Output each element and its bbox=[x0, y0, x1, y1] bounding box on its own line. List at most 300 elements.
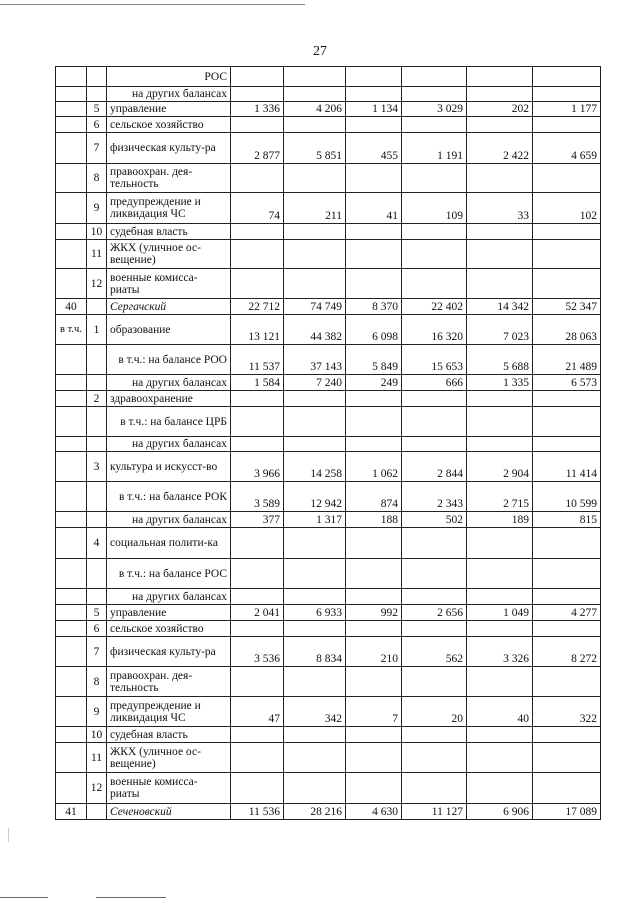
table-row bbox=[56, 804, 601, 820]
value-cell-4 bbox=[402, 391, 467, 407]
value-cell-1 bbox=[231, 437, 284, 452]
value-cell-3: 874 bbox=[346, 482, 402, 512]
table-row bbox=[56, 67, 601, 87]
value-cell-5 bbox=[467, 621, 533, 637]
value-cell-6 bbox=[533, 727, 601, 743]
value-cell-3 bbox=[346, 559, 402, 589]
value-cell-4 bbox=[402, 164, 467, 193]
item-number-cell: 6 bbox=[87, 117, 107, 133]
value-cell-4 bbox=[402, 224, 467, 240]
value-cell-4: 502 bbox=[402, 512, 467, 528]
item-name-cell: социальная полити-ка bbox=[107, 528, 231, 559]
value-cell-2 bbox=[284, 437, 346, 452]
value-cell-3: 455 bbox=[346, 133, 402, 164]
item-name-cell: физическая культу-ра bbox=[107, 637, 231, 667]
value-cell-6 bbox=[533, 437, 601, 452]
table-row bbox=[56, 773, 601, 804]
value-cell-6 bbox=[533, 667, 601, 697]
table-row bbox=[56, 224, 601, 240]
value-cell-3 bbox=[346, 437, 402, 452]
value-cell-2 bbox=[284, 727, 346, 743]
value-cell-5: 7 023 bbox=[467, 315, 533, 345]
item-number-cell bbox=[87, 559, 107, 589]
value-cell-5: 189 bbox=[467, 512, 533, 528]
value-cell-2: 342 bbox=[284, 697, 346, 727]
region-cell bbox=[56, 437, 87, 452]
value-cell-3: 7 bbox=[346, 697, 402, 727]
item-name-cell: на других балансах bbox=[107, 87, 231, 102]
value-cell-1 bbox=[231, 559, 284, 589]
value-cell-6 bbox=[533, 407, 601, 437]
item-name-cell: сельское хозяйство bbox=[107, 621, 231, 637]
item-number-cell bbox=[87, 437, 107, 452]
item-number-cell bbox=[87, 345, 107, 375]
region-cell bbox=[56, 193, 87, 224]
value-cell-1: 3 536 bbox=[231, 637, 284, 667]
value-cell-6: 815 bbox=[533, 512, 601, 528]
value-cell-2: 7 240 bbox=[284, 375, 346, 391]
item-number-cell bbox=[87, 589, 107, 605]
region-cell bbox=[56, 559, 87, 589]
table-row bbox=[56, 375, 601, 391]
item-name-cell: на других балансах bbox=[107, 589, 231, 605]
value-cell-5: 2 422 bbox=[467, 133, 533, 164]
value-cell-2: 4 206 bbox=[284, 102, 346, 117]
item-name-cell: судебная власть bbox=[107, 727, 231, 743]
value-cell-3: 992 bbox=[346, 605, 402, 621]
value-cell-1 bbox=[231, 621, 284, 637]
region-cell bbox=[56, 269, 87, 299]
value-cell-4: 20 bbox=[402, 697, 467, 727]
value-cell-4 bbox=[402, 87, 467, 102]
value-cell-1 bbox=[231, 589, 284, 605]
value-cell-3: 8 370 bbox=[346, 299, 402, 315]
value-cell-6 bbox=[533, 589, 601, 605]
value-cell-1: 47 bbox=[231, 697, 284, 727]
table-row bbox=[56, 743, 601, 773]
value-cell-6 bbox=[533, 164, 601, 193]
value-cell-1: 3 589 bbox=[231, 482, 284, 512]
table-row bbox=[56, 605, 601, 621]
value-cell-2: 211 bbox=[284, 193, 346, 224]
value-cell-2 bbox=[284, 391, 346, 407]
value-cell-1 bbox=[231, 727, 284, 743]
value-cell-2 bbox=[284, 224, 346, 240]
value-cell-1 bbox=[231, 528, 284, 559]
item-number-cell bbox=[87, 512, 107, 528]
top-rule bbox=[0, 4, 305, 5]
value-cell-4: 1 191 bbox=[402, 133, 467, 164]
value-cell-1: 11 536 bbox=[231, 804, 284, 820]
value-cell-3: 1 134 bbox=[346, 102, 402, 117]
value-cell-3 bbox=[346, 164, 402, 193]
item-number-cell: 7 bbox=[87, 637, 107, 667]
region-cell bbox=[56, 621, 87, 637]
value-cell-3 bbox=[346, 87, 402, 102]
value-cell-5 bbox=[467, 773, 533, 804]
item-name-cell: предупреждение и ликвидация ЧС bbox=[107, 697, 231, 727]
value-cell-2 bbox=[284, 589, 346, 605]
value-cell-1 bbox=[231, 117, 284, 133]
item-name-cell: физическая культу-ра bbox=[107, 133, 231, 164]
value-cell-4: 16 320 bbox=[402, 315, 467, 345]
value-cell-2: 44 382 bbox=[284, 315, 346, 345]
region-cell bbox=[56, 164, 87, 193]
value-cell-6 bbox=[533, 224, 601, 240]
value-cell-3 bbox=[346, 589, 402, 605]
margin-mark bbox=[8, 828, 10, 842]
value-cell-1 bbox=[231, 269, 284, 299]
value-cell-3: 188 bbox=[346, 512, 402, 528]
value-cell-4 bbox=[402, 117, 467, 133]
value-cell-3: 210 bbox=[346, 637, 402, 667]
value-cell-4: 109 bbox=[402, 193, 467, 224]
value-cell-1 bbox=[231, 87, 284, 102]
value-cell-3 bbox=[346, 67, 402, 87]
value-cell-6 bbox=[533, 743, 601, 773]
value-cell-6 bbox=[533, 117, 601, 133]
item-number-cell: 1 bbox=[87, 315, 107, 345]
region-cell bbox=[56, 224, 87, 240]
value-cell-6: 28 063 bbox=[533, 315, 601, 345]
item-number-cell: 5 bbox=[87, 605, 107, 621]
item-name-cell: культура и искусст-во bbox=[107, 452, 231, 482]
item-name-cell: в т.ч.: на балансе РОС bbox=[107, 559, 231, 589]
value-cell-5: 6 906 bbox=[467, 804, 533, 820]
table-row bbox=[56, 727, 601, 743]
value-cell-3 bbox=[346, 391, 402, 407]
value-cell-2 bbox=[284, 743, 346, 773]
region-cell bbox=[56, 67, 87, 87]
value-cell-5: 3 326 bbox=[467, 637, 533, 667]
region-cell bbox=[56, 512, 87, 528]
table-row bbox=[56, 117, 601, 133]
value-cell-2 bbox=[284, 117, 346, 133]
value-cell-1: 74 bbox=[231, 193, 284, 224]
value-cell-1: 2 041 bbox=[231, 605, 284, 621]
item-name-cell: ЖКХ (уличное ос-вещение) bbox=[107, 240, 231, 269]
table-row bbox=[56, 315, 601, 345]
value-cell-1: 11 537 bbox=[231, 345, 284, 375]
value-cell-3 bbox=[346, 667, 402, 697]
value-cell-6: 6 573 bbox=[533, 375, 601, 391]
value-cell-5: 40 bbox=[467, 697, 533, 727]
item-number-cell: 4 bbox=[87, 528, 107, 559]
item-name-cell: на других балансах bbox=[107, 437, 231, 452]
value-cell-5 bbox=[467, 117, 533, 133]
value-cell-2: 28 216 bbox=[284, 804, 346, 820]
value-cell-4: 562 bbox=[402, 637, 467, 667]
table-row bbox=[56, 528, 601, 559]
value-cell-5 bbox=[467, 437, 533, 452]
region-cell bbox=[56, 697, 87, 727]
value-cell-2: 1 317 bbox=[284, 512, 346, 528]
item-name-cell: на других балансах bbox=[107, 375, 231, 391]
value-cell-3 bbox=[346, 727, 402, 743]
item-name-cell: в т.ч.: на балансе ЦРБ bbox=[107, 407, 231, 437]
value-cell-3: 4 630 bbox=[346, 804, 402, 820]
table-row bbox=[56, 637, 601, 667]
value-cell-4: 15 653 bbox=[402, 345, 467, 375]
value-cell-2 bbox=[284, 528, 346, 559]
value-cell-3 bbox=[346, 117, 402, 133]
item-number-cell: 5 bbox=[87, 102, 107, 117]
item-number-cell: 9 bbox=[87, 697, 107, 727]
value-cell-5: 2 904 bbox=[467, 452, 533, 482]
value-cell-2: 8 834 bbox=[284, 637, 346, 667]
item-name-cell: образование bbox=[107, 315, 231, 345]
table-row bbox=[56, 87, 601, 102]
region-cell bbox=[56, 375, 87, 391]
value-cell-1 bbox=[231, 773, 284, 804]
table-row bbox=[56, 512, 601, 528]
value-cell-1 bbox=[231, 407, 284, 437]
item-number-cell bbox=[87, 407, 107, 437]
value-cell-6: 8 272 bbox=[533, 637, 601, 667]
item-number-cell: 2 bbox=[87, 391, 107, 407]
bottom-rule-right bbox=[96, 897, 166, 898]
value-cell-4 bbox=[402, 727, 467, 743]
table-row bbox=[56, 452, 601, 482]
table-row bbox=[56, 345, 601, 375]
value-cell-3 bbox=[346, 528, 402, 559]
item-number-cell: 6 bbox=[87, 621, 107, 637]
item-name-cell: военные комисса-риаты bbox=[107, 269, 231, 299]
value-cell-3 bbox=[346, 407, 402, 437]
item-name-cell: сельское хозяйство bbox=[107, 117, 231, 133]
value-cell-6: 1 177 bbox=[533, 102, 601, 117]
table-row bbox=[56, 621, 601, 637]
item-number-cell: 7 bbox=[87, 133, 107, 164]
item-number-cell: 12 bbox=[87, 773, 107, 804]
value-cell-3 bbox=[346, 240, 402, 269]
value-cell-1 bbox=[231, 67, 284, 87]
value-cell-4: 2 656 bbox=[402, 605, 467, 621]
item-name-cell: предупреждение и ликвидация ЧС bbox=[107, 193, 231, 224]
value-cell-5 bbox=[467, 67, 533, 87]
value-cell-2 bbox=[284, 559, 346, 589]
item-number-cell bbox=[87, 804, 107, 820]
value-cell-5 bbox=[467, 528, 533, 559]
value-cell-3 bbox=[346, 224, 402, 240]
value-cell-4 bbox=[402, 437, 467, 452]
table-row bbox=[56, 193, 601, 224]
value-cell-3: 1 062 bbox=[346, 452, 402, 482]
value-cell-5: 1 335 bbox=[467, 375, 533, 391]
item-number-cell bbox=[87, 67, 107, 87]
item-name-cell: Сергачский bbox=[107, 299, 231, 315]
region-cell bbox=[56, 528, 87, 559]
value-cell-1 bbox=[231, 391, 284, 407]
value-cell-4: 666 bbox=[402, 375, 467, 391]
value-cell-2: 5 851 bbox=[284, 133, 346, 164]
region-cell bbox=[56, 482, 87, 512]
value-cell-5 bbox=[467, 269, 533, 299]
table-row bbox=[56, 559, 601, 589]
value-cell-1: 2 877 bbox=[231, 133, 284, 164]
value-cell-6: 322 bbox=[533, 697, 601, 727]
region-cell bbox=[56, 133, 87, 164]
item-number-cell: 10 bbox=[87, 224, 107, 240]
table-row bbox=[56, 667, 601, 697]
value-cell-4: 11 127 bbox=[402, 804, 467, 820]
item-number-cell bbox=[87, 87, 107, 102]
value-cell-4 bbox=[402, 407, 467, 437]
value-cell-5 bbox=[467, 240, 533, 269]
item-name-cell: здравоохранение bbox=[107, 391, 231, 407]
table-row bbox=[56, 240, 601, 269]
value-cell-5: 14 342 bbox=[467, 299, 533, 315]
value-cell-2: 74 749 bbox=[284, 299, 346, 315]
value-cell-6 bbox=[533, 559, 601, 589]
value-cell-1: 377 bbox=[231, 512, 284, 528]
value-cell-3 bbox=[346, 743, 402, 773]
item-number-cell: 8 bbox=[87, 667, 107, 697]
item-number-cell bbox=[87, 375, 107, 391]
item-name-cell: РОС bbox=[107, 67, 231, 87]
region-cell bbox=[56, 667, 87, 697]
table-row bbox=[56, 299, 601, 315]
value-cell-5 bbox=[467, 589, 533, 605]
table-row bbox=[56, 482, 601, 512]
value-cell-5 bbox=[467, 224, 533, 240]
budget-table bbox=[55, 66, 601, 820]
value-cell-1 bbox=[231, 667, 284, 697]
value-cell-2 bbox=[284, 621, 346, 637]
value-cell-3: 5 849 bbox=[346, 345, 402, 375]
region-cell: в т.ч. bbox=[56, 315, 87, 345]
value-cell-5 bbox=[467, 559, 533, 589]
item-number-cell: 11 bbox=[87, 240, 107, 269]
table-row bbox=[56, 102, 601, 117]
value-cell-6 bbox=[533, 773, 601, 804]
value-cell-4 bbox=[402, 773, 467, 804]
region-cell bbox=[56, 102, 87, 117]
value-cell-1 bbox=[231, 240, 284, 269]
value-cell-4: 3 029 bbox=[402, 102, 467, 117]
value-cell-6: 52 347 bbox=[533, 299, 601, 315]
value-cell-2: 37 143 bbox=[284, 345, 346, 375]
value-cell-1: 3 966 bbox=[231, 452, 284, 482]
value-cell-1 bbox=[231, 164, 284, 193]
item-number-cell: 10 bbox=[87, 727, 107, 743]
value-cell-1: 13 121 bbox=[231, 315, 284, 345]
value-cell-5 bbox=[467, 391, 533, 407]
value-cell-5: 1 049 bbox=[467, 605, 533, 621]
value-cell-4: 2 343 bbox=[402, 482, 467, 512]
item-name-cell: на других балансах bbox=[107, 512, 231, 528]
item-name-cell: управление bbox=[107, 102, 231, 117]
region-cell: 40 bbox=[56, 299, 87, 315]
value-cell-5: 202 bbox=[467, 102, 533, 117]
value-cell-5 bbox=[467, 164, 533, 193]
value-cell-6: 21 489 bbox=[533, 345, 601, 375]
value-cell-6: 11 414 bbox=[533, 452, 601, 482]
value-cell-2 bbox=[284, 87, 346, 102]
region-cell bbox=[56, 407, 87, 437]
table-row bbox=[56, 437, 601, 452]
region-cell bbox=[56, 87, 87, 102]
value-cell-5: 2 715 bbox=[467, 482, 533, 512]
value-cell-1 bbox=[231, 743, 284, 773]
region-cell bbox=[56, 240, 87, 269]
item-name-cell: ЖКХ (уличное ос-вещение) bbox=[107, 743, 231, 773]
value-cell-3 bbox=[346, 269, 402, 299]
value-cell-2 bbox=[284, 773, 346, 804]
region-cell bbox=[56, 345, 87, 375]
region-cell: 41 bbox=[56, 804, 87, 820]
bottom-rule-left bbox=[0, 897, 48, 898]
value-cell-1: 22 712 bbox=[231, 299, 284, 315]
value-cell-4 bbox=[402, 743, 467, 773]
value-cell-2: 14 258 bbox=[284, 452, 346, 482]
value-cell-6: 4 277 bbox=[533, 605, 601, 621]
value-cell-5 bbox=[467, 87, 533, 102]
table-row bbox=[56, 164, 601, 193]
region-cell bbox=[56, 637, 87, 667]
item-number-cell: 9 bbox=[87, 193, 107, 224]
value-cell-4 bbox=[402, 67, 467, 87]
value-cell-5 bbox=[467, 727, 533, 743]
region-cell bbox=[56, 452, 87, 482]
value-cell-6: 4 659 bbox=[533, 133, 601, 164]
value-cell-3: 41 bbox=[346, 193, 402, 224]
value-cell-2 bbox=[284, 667, 346, 697]
item-number-cell bbox=[87, 482, 107, 512]
value-cell-6 bbox=[533, 87, 601, 102]
region-cell bbox=[56, 743, 87, 773]
page-number: 27 bbox=[313, 44, 327, 59]
item-number-cell: 11 bbox=[87, 743, 107, 773]
value-cell-5 bbox=[467, 407, 533, 437]
value-cell-4 bbox=[402, 269, 467, 299]
value-cell-2 bbox=[284, 164, 346, 193]
value-cell-6 bbox=[533, 240, 601, 269]
value-cell-4: 22 402 bbox=[402, 299, 467, 315]
table-row bbox=[56, 589, 601, 605]
value-cell-4 bbox=[402, 559, 467, 589]
value-cell-6 bbox=[533, 269, 601, 299]
region-cell bbox=[56, 391, 87, 407]
value-cell-6 bbox=[533, 528, 601, 559]
value-cell-5: 33 bbox=[467, 193, 533, 224]
item-name-cell: военные комисса-риаты bbox=[107, 773, 231, 804]
item-number-cell bbox=[87, 299, 107, 315]
value-cell-4 bbox=[402, 240, 467, 269]
value-cell-2 bbox=[284, 67, 346, 87]
table-row bbox=[56, 133, 601, 164]
value-cell-3: 6 098 bbox=[346, 315, 402, 345]
value-cell-6 bbox=[533, 391, 601, 407]
item-name-cell: управление bbox=[107, 605, 231, 621]
value-cell-3 bbox=[346, 773, 402, 804]
value-cell-6: 10 599 bbox=[533, 482, 601, 512]
value-cell-2 bbox=[284, 269, 346, 299]
value-cell-6 bbox=[533, 621, 601, 637]
value-cell-6: 102 bbox=[533, 193, 601, 224]
value-cell-6: 17 089 bbox=[533, 804, 601, 820]
table-row bbox=[56, 697, 601, 727]
value-cell-5: 5 688 bbox=[467, 345, 533, 375]
value-cell-2: 12 942 bbox=[284, 482, 346, 512]
value-cell-1 bbox=[231, 224, 284, 240]
region-cell bbox=[56, 589, 87, 605]
value-cell-2 bbox=[284, 240, 346, 269]
item-name-cell: правоохран. дея-тельность bbox=[107, 164, 231, 193]
table-row bbox=[56, 407, 601, 437]
table-row bbox=[56, 269, 601, 299]
item-number-cell: 8 bbox=[87, 164, 107, 193]
